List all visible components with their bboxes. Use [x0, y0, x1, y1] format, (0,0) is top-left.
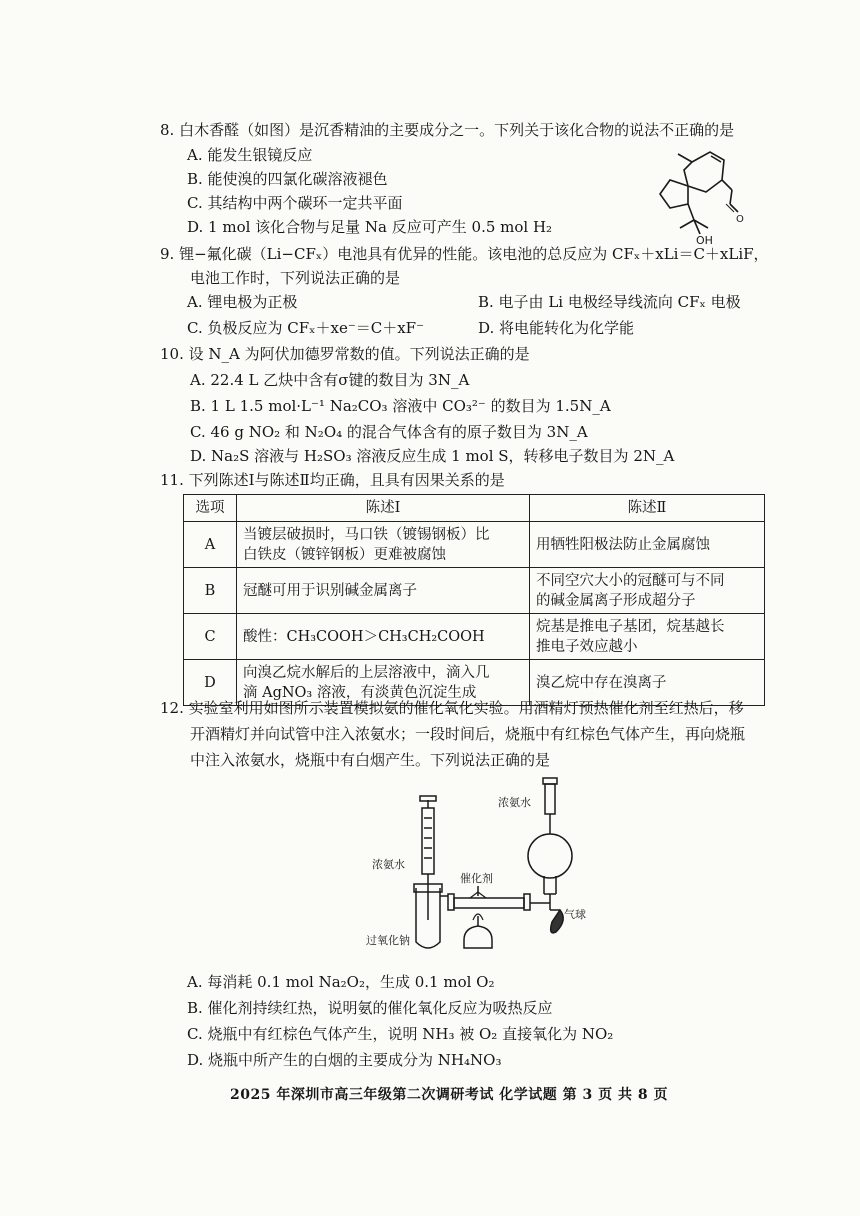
table-header-row [184, 495, 765, 522]
q10-stem: 10. 设 N_A 为阿伏加德罗常数的值。下列说法正确的是 [160, 345, 530, 363]
q8-option-d: D. 1 mol 该化合物与足量 Na 反应可产生 0.5 mol H₂ [187, 218, 553, 236]
table-row [184, 522, 765, 568]
label-balloon: 气球 [564, 908, 586, 921]
q8-option-a: A. 能发生银镜反应 [187, 146, 313, 164]
svg-text:O: O [736, 214, 744, 225]
statement-line: 向溴乙烷水解后的上层溶液中，滴入几 [243, 664, 490, 681]
q12-option-d: D. 烧瓶中所产生的白烟的主要成分为 NH₄NO₃ [187, 1051, 502, 1069]
row-statement-1 [237, 522, 530, 568]
table-row [184, 568, 765, 614]
table-row [184, 614, 765, 660]
q11-table [183, 494, 765, 706]
label-right-ammonia: 浓氨水 [498, 796, 531, 809]
statement-line: 烷基是推电子基团，烷基越长 [536, 618, 725, 635]
row-statement-1 [237, 568, 530, 614]
statement-line: 推电子效应越小 [536, 638, 638, 655]
q8-option-c: C. 其结构中两个碳环一定共平面 [187, 194, 403, 212]
q9-option-b: B. 电子由 Li 电极经导线流向 CFₓ 电极 [478, 293, 741, 311]
statement-line: 酸性：CH₃COOH＞CH₃CH₂COOH [243, 628, 485, 645]
q9-option-a: A. 锂电极为正极 [187, 293, 298, 311]
q9-option-d: D. 将电能转化为化学能 [478, 319, 635, 337]
statement-line: 当镀层破损时，马口铁（镀锡钢板）比 [243, 526, 490, 543]
q8-option-b: B. 能使溴的四氯化碳溶液褪色 [187, 170, 388, 188]
label-left-ammonia: 浓氨水 [372, 858, 405, 871]
row-option: B [184, 568, 237, 614]
q9-option-c: C. 负极反应为 CFₓ＋xe⁻＝C＋xF⁻ [187, 319, 425, 337]
statement-line: 的碱金属离子形成超分子 [536, 592, 696, 609]
row-statement-1 [237, 614, 530, 660]
q12-stem-line1: 12. 实验室利用如图所示装置模拟氨的催化氧化实验。用酒精灯预热催化剂至红热后，移 [160, 699, 744, 717]
q12-option-b: B. 催化剂持续红热，说明氨的催化氧化反应为吸热反应 [187, 999, 553, 1017]
q12-option-a: A. 每消耗 0.1 mol Na₂O₂，生成 0.1 mol O₂ [187, 973, 495, 991]
statement-line: 滴 AgNO₃ 溶液，有淡黄色沉淀生成 [243, 684, 477, 701]
statement-line: 白铁皮（镀锌钢板）更难被腐蚀 [243, 546, 446, 563]
q12-option-c: C. 烧瓶中有红棕色气体产生，说明 NH₃ 被 O₂ 直接氧化为 NO₂ [187, 1025, 614, 1043]
q12-apparatus-figure [360, 770, 590, 970]
label-catalyst: 催化剂 [460, 872, 493, 885]
table-header-statement-1: 陈述Ⅰ [237, 495, 530, 522]
label-sodium-peroxide: 过氧化钠 [366, 934, 410, 947]
q10-option-c: C. 46 g NO₂ 和 N₂O₄ 的混合气体含有的原子数目为 3N_A [190, 423, 588, 441]
q8-oh-label: OH [696, 234, 713, 247]
row-statement-2 [530, 568, 765, 614]
row-option: D [184, 660, 237, 706]
statement-line: 溴乙烷中存在溴离子 [536, 674, 667, 691]
row-option: C [184, 614, 237, 660]
q11-stem: 11. 下列陈述Ⅰ与陈述Ⅱ均正确，且具有因果关系的是 [160, 471, 505, 489]
q8-stem: 8. 白木香醛（如图）是沉香精油的主要成分之一。下列关于该化合物的说法不正确的是 [160, 121, 735, 139]
statement-line: 用牺牲阳极法防止金属腐蚀 [536, 536, 710, 553]
q10-option-b: B. 1 L 1.5 mol·L⁻¹ Na₂CO₃ 溶液中 CO₃²⁻ 的数目为 1.5N_A [190, 397, 611, 415]
statement-line: 不同空穴大小的冠醚可与不同 [536, 572, 725, 589]
page-footer: 2025 年深圳市高三年级第二次调研考试 化学试题 第 3 页 共 8 页 [230, 1087, 668, 1103]
statement-line: 冠醚可用于识别碱金属离子 [243, 582, 417, 599]
q10-option-a: A. 22.4 L 乙炔中含有σ键的数目为 3N_A [190, 371, 470, 389]
table-header-statement-2: 陈述Ⅱ [530, 495, 765, 522]
row-statement-2 [530, 614, 765, 660]
q12-stem-line2: 开酒精灯并向试管中注入浓氨水；一段时间后，烧瓶中有红棕色气体产生，再向烧瓶 [190, 725, 746, 743]
q12-stem-line3: 中注入浓氨水，烧瓶中有白烟产生。下列说法正确的是 [190, 751, 551, 769]
q9-stem-line2: 电池工作时，下列说法正确的是 [190, 269, 401, 287]
q8-molecule-figure [640, 140, 750, 248]
row-option: A [184, 522, 237, 568]
q9-stem-line1: 9. 锂−氟化碳（Li−CFₓ）电池具有优异的性能。该电池的总反应为 CFₓ＋xLi＝C＋xLiF， [160, 245, 769, 263]
q10-option-d: D. Na₂S 溶液与 H₂SO₃ 溶液反应生成 1 mol S，转移电子数目为 2N_A [190, 447, 675, 465]
row-statement-2 [530, 522, 765, 568]
table-header-option: 选项 [184, 495, 237, 522]
